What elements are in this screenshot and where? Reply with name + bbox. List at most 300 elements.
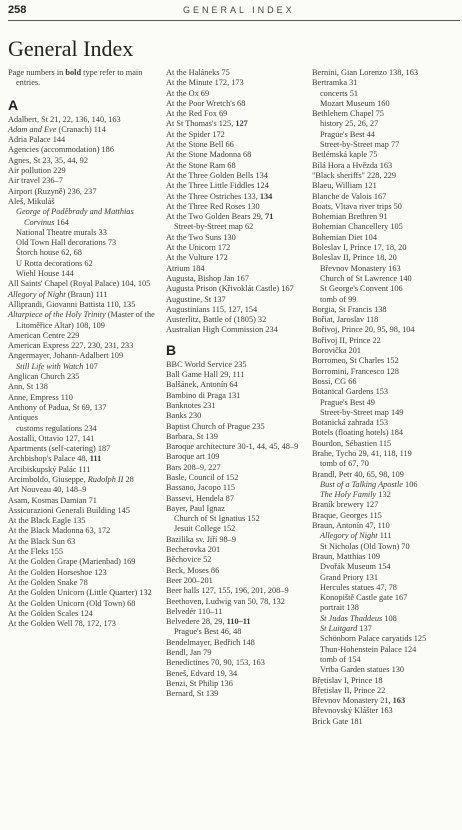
entry-text: Bertramka 31: [312, 78, 358, 88]
index-entry: [8, 125, 158, 135]
entry-text: Mozart Museum 160: [320, 98, 390, 108]
index-entry: [166, 305, 316, 315]
index-entry: [312, 305, 460, 315]
index-subentry: [312, 264, 460, 274]
index-entry: [166, 119, 316, 129]
index-entry: [166, 452, 316, 462]
entry-text: Asam, Kosmas Damian 71: [8, 495, 97, 505]
entry-text: Baptist Church of Prague 235: [166, 421, 265, 431]
index-subentry: [312, 531, 460, 541]
index-entry: [8, 506, 158, 516]
entry-text: history 25, 26, 27: [320, 119, 379, 129]
intro-note: [8, 68, 158, 89]
entry-text: Bossi, CG 66: [312, 376, 357, 386]
index-subentry: [312, 614, 460, 624]
entry-text: At the Two Golden Bears 29,: [166, 212, 266, 222]
entry-text: Bazilika sv. Jiří 98–9: [166, 534, 236, 544]
entry-text: 163: [392, 696, 406, 706]
entry-text: Konopiště Castle gate 167: [320, 593, 408, 603]
entry-text: At the Red Fox 69: [166, 109, 228, 119]
entry-text: Bořivoj II, Prince 22: [312, 335, 381, 345]
index-entry: [166, 315, 316, 325]
entry-text: bold: [65, 68, 82, 77]
index-subentry: [8, 362, 158, 372]
index-entry: [166, 391, 316, 401]
index-entry: [312, 439, 460, 449]
index-entry: [166, 243, 316, 253]
entry-text: Adria Palace 144: [8, 135, 66, 145]
entry-text: Anne, Empress 110: [8, 392, 73, 402]
index-entry: [8, 279, 158, 289]
entry-text: Australian High Commission 234: [166, 325, 278, 335]
index-subentry: [166, 627, 316, 637]
index-entry: [166, 473, 316, 483]
index-subentry: [312, 408, 460, 418]
index-subentry: [312, 583, 460, 593]
index-subentry: [8, 228, 158, 238]
entry-text: 137: [357, 624, 372, 634]
entry-text: St Judas Thaddeus: [320, 613, 383, 623]
running-title: GENERAL INDEX: [183, 5, 295, 15]
entry-text: (Braun) 111: [65, 289, 108, 299]
entry-text: Boats, Vltava river trips 50: [312, 201, 402, 211]
entry-text: Austerlitz, Battle of (1805) 32: [166, 315, 267, 325]
entry-text: Rudolph II: [87, 474, 124, 484]
entry-text: All Saints' Chapel (Royal Palace) 104, 105: [8, 279, 151, 289]
entry-text: Botanická zahrada 153: [312, 418, 389, 428]
entry-text: type refer to main entries.: [16, 68, 143, 88]
index-entry: [166, 78, 316, 88]
entry-text: Bernini, Gian Lorenzo 138, 163: [312, 68, 418, 77]
entry-text: At the Vulture 172: [166, 253, 228, 263]
entry-text: Antiques: [8, 413, 38, 423]
index-subentry: [312, 119, 460, 129]
entry-text: Břetislav I, Prince 18: [312, 675, 383, 685]
index-entry: [312, 315, 460, 325]
entry-text: American Express 227, 230, 231, 233: [8, 341, 134, 351]
entry-text: At the Stone Madonna 68: [166, 150, 252, 160]
entry-text: Vrtba Garden statues 130: [320, 665, 405, 675]
index-subentry: [166, 524, 316, 534]
index-entry: [312, 233, 460, 243]
index-subentry: [166, 222, 316, 232]
index-entry: [312, 161, 460, 171]
index-entry: [166, 89, 316, 99]
index-entry: [166, 483, 316, 493]
entry-text: Bayer, Paul Ignaz: [166, 503, 225, 513]
page-header: [8, 4, 458, 16]
entry-text: Benzi, St Philip 136: [166, 678, 233, 688]
entry-text: Banknotes 231: [166, 400, 216, 410]
entry-text: 110–11: [226, 617, 251, 627]
index-entry: [166, 576, 316, 586]
entry-text: At the Three Red Roses 130: [166, 201, 260, 211]
entry-text: Břetislav II, Prince 22: [312, 685, 386, 695]
index-entry: [8, 115, 158, 125]
entry-text: Schönborn Palace caryatids 125: [320, 634, 427, 644]
index-entry: [166, 68, 316, 78]
entry-text: The Holy Family: [320, 490, 377, 500]
entry-text: Benedictines 70, 90, 153, 163: [166, 658, 265, 668]
index-entry: [8, 310, 158, 331]
index-entry: [312, 552, 460, 562]
entry-text: Agnes, St 23, 35, 44, 92: [8, 155, 88, 165]
index-subentry: [312, 542, 460, 552]
entry-text: Archbishop's Palace 48,: [8, 454, 90, 464]
index-entry: [312, 78, 460, 88]
entry-text: BBC World Service 235: [166, 359, 247, 369]
index-subentry: [312, 140, 460, 150]
entry-text: At the Two Suns 130: [166, 232, 236, 242]
entry-text: U Rotta decorations 62: [16, 258, 93, 268]
index-entry: [8, 475, 158, 485]
entry-text: Baroque art 109: [166, 452, 220, 462]
index-entry: [166, 181, 316, 191]
index-entry: [8, 547, 158, 557]
index-subentry: [312, 573, 460, 583]
index-entry: [166, 325, 316, 335]
index-entry: [312, 449, 460, 459]
index-column-1: [8, 68, 158, 629]
index-entry: [312, 171, 460, 181]
entry-text: Still Life with Watch: [16, 361, 84, 371]
index-entry: [166, 99, 316, 109]
entry-text: Bořivoj, Prince 20, 95, 98, 104: [312, 325, 415, 335]
entry-text: 132: [376, 490, 391, 500]
entry-text: At the Poor Wretch's 68: [166, 98, 246, 108]
index-entry: [166, 463, 316, 473]
index-entry: [8, 413, 158, 423]
index-entry: [166, 597, 316, 607]
index-entry: [8, 372, 158, 382]
entry-text: Augustine, St 137: [166, 294, 226, 304]
index-entry: [8, 135, 158, 145]
index-entry: [8, 176, 158, 186]
entry-text: Braque, Georges 115: [312, 510, 382, 520]
entry-text: 127: [235, 119, 248, 129]
index-entry: [166, 494, 316, 504]
entry-text: Belvedere 28, 29,: [166, 617, 227, 627]
entry-text: Art Nouveau 40, 148–9: [8, 485, 87, 495]
entry-text: National Theatre murals 33: [16, 227, 107, 237]
index-entry: [166, 130, 316, 140]
entry-text: Beck, Moses 86: [166, 565, 220, 575]
entry-text: Bohemian Brethren 91: [312, 212, 388, 222]
index-entry: [166, 360, 316, 370]
entry-text: Street-by-Street map 77: [320, 140, 400, 150]
entry-text: At the Stone Ram 68: [166, 160, 236, 170]
header-rule: [8, 20, 460, 21]
entry-text: "Black sheriffs" 228, 229: [312, 170, 397, 180]
index-entry: [312, 696, 460, 706]
entry-text: Prague's Best 44: [320, 129, 375, 139]
index-entry: [312, 150, 460, 160]
entry-text: Betlémská kaple 75: [312, 150, 378, 160]
entry-text: Augusta Prison (Křivoklát Castle) 167: [166, 284, 294, 294]
index-entry: [166, 679, 316, 689]
entry-text: At the Unicorn 172: [166, 243, 231, 253]
index-entry: [166, 422, 316, 432]
entry-text: Bernard, St 139: [166, 689, 219, 699]
entry-text: Bethlehem Chapel 75: [312, 109, 384, 119]
index-entry: [8, 351, 158, 361]
index-entry: [312, 181, 460, 191]
entry-text: Ball Game Hall 29, 111: [166, 370, 245, 380]
entry-text: St Luitgard: [320, 624, 358, 634]
entry-text: Bendelmayer, Bedřich 148: [166, 637, 255, 647]
index-entry: [312, 68, 460, 78]
entry-text: tomb of 154: [320, 654, 361, 664]
entry-text: Airport (Ruzyně) 236, 237: [8, 186, 97, 196]
entry-text: Thun-Hohenstein Palace 124: [320, 644, 417, 654]
entry-text: Blaeu, William 121: [312, 181, 377, 191]
entry-text: Air travel 236–7: [8, 176, 63, 186]
index-entry: [312, 511, 460, 521]
index-subentry: [312, 274, 460, 284]
index-entry: [312, 470, 460, 480]
index-entry: [166, 370, 316, 380]
index-subentry: [8, 207, 158, 228]
entry-text: Altarpiece of the Holy Trinity: [8, 310, 106, 320]
index-entry: [8, 145, 158, 155]
entry-text: Atrium 184: [166, 263, 205, 273]
index-entry: [312, 521, 460, 531]
entry-text: Bendl, Jan 79: [166, 648, 212, 658]
entry-text: Prague's Best 46, 48: [174, 627, 242, 637]
index-entry: [8, 156, 158, 166]
index-entry: [8, 290, 158, 300]
index-entry: [8, 619, 158, 629]
index-entry: [312, 202, 460, 212]
entry-text: At the Minute 172, 173: [166, 78, 244, 88]
index-entry: [312, 222, 460, 232]
entry-text: Braník brewery 127: [312, 500, 379, 510]
index-subentry: [312, 655, 460, 665]
index-entry: [166, 617, 316, 627]
entry-text: Břevnov Monastery 21,: [312, 696, 393, 706]
index-entry: [8, 578, 158, 588]
index-subentry: [8, 248, 158, 258]
entry-text: Bourdon, Sébastien 115: [312, 438, 392, 448]
entry-text: portrait 138: [320, 603, 359, 613]
entry-text: Borgia, St Francis 138: [312, 304, 387, 314]
entry-text: Barbara, St 139: [166, 431, 218, 441]
entry-text: At the Golden Grape (Marienbad) 169: [8, 557, 136, 567]
entry-text: Agencies (accommodation) 186: [8, 145, 114, 155]
entry-text: Church of St Lawrence 140: [320, 273, 412, 283]
page-number: 258: [8, 4, 27, 16]
index-entry: [8, 526, 158, 536]
entry-text: Street-by-Street map 149: [320, 407, 404, 417]
entry-text: 111: [377, 531, 392, 541]
index-entry: [166, 161, 316, 171]
entry-text: Braun, Matthias 109: [312, 551, 380, 561]
entry-text: Street-by-Street map 62: [174, 222, 254, 232]
index-entry: [166, 212, 316, 222]
index-entry: [8, 444, 158, 454]
entry-text: Bust of a Talking Apostle: [320, 479, 403, 489]
index-entry: [8, 197, 158, 207]
entry-text: Bílá Hora a Hvězda 163: [312, 160, 393, 170]
index-entry: [166, 284, 316, 294]
entry-text: At the Black Sun 63: [8, 536, 76, 546]
entry-text: Botanical Gardens 153: [312, 387, 389, 397]
index-entry: [312, 500, 460, 510]
entry-text: Allegory of Night: [8, 289, 66, 299]
index-entry: [166, 192, 316, 202]
index-entry: [8, 588, 158, 598]
entry-text: Balšánek, Antonín 64: [166, 380, 238, 390]
index-entry: [166, 401, 316, 411]
index-subentry: [8, 259, 158, 269]
entry-text: American Centre 229: [8, 330, 80, 340]
entry-text: Břevnovský Klášter 163: [312, 706, 393, 716]
index-entry: [312, 325, 460, 335]
entry-text: Beer 200–201: [166, 575, 213, 585]
entry-text: Ann, St 138: [8, 382, 48, 392]
index-entry: [312, 367, 460, 377]
entry-text: At the Fleks 155: [8, 547, 64, 557]
index-entry: [166, 140, 316, 150]
entry-text: Old Town Hall decorations 73: [16, 238, 117, 248]
index-entry: [312, 336, 460, 346]
entry-text: Bambino di Praga 131: [166, 390, 241, 400]
index-entry: [166, 638, 316, 648]
section-letter: B: [166, 341, 177, 358]
entry-text: Banks 230: [166, 411, 202, 421]
index-subentry: [312, 624, 460, 634]
entry-text: Page numbers in: [8, 68, 66, 77]
entry-text: Baroque architecture 30-1, 44, 45, 48–9: [166, 442, 299, 452]
entry-text: Borromini, Francesco 128: [312, 366, 399, 376]
index-entry: [8, 557, 158, 567]
entry-text: At the Golden Horseshoe 123: [8, 567, 107, 577]
index-entry: [312, 428, 460, 438]
index-entry: [8, 331, 158, 341]
entry-text: St Nicholas (Old Town) 70: [320, 541, 410, 551]
entry-text: Dvořák Museum 154: [320, 562, 391, 572]
index-entry: [312, 109, 460, 119]
entry-text: Assicurazioni Generali Building 145: [8, 505, 130, 515]
entry-text: 106: [402, 479, 418, 489]
entry-text: Bars 208–9, 227: [166, 462, 221, 472]
index-subentry: [312, 562, 460, 572]
entry-text: (Master of the Litoměřice Altar) 108, 109: [16, 310, 155, 330]
entry-text: Brick Gate 181: [312, 716, 363, 726]
index-entry: [8, 609, 158, 619]
index-entry: [8, 496, 158, 506]
entry-text: At the Spider 172: [166, 129, 225, 139]
entry-text: Beer halls 127, 155, 196, 201, 208–9: [166, 586, 289, 596]
entry-text: 28: [123, 474, 134, 484]
index-entry: [8, 454, 158, 464]
entry-text: At the Golden Unicorn (Old Town) 68: [8, 598, 136, 608]
index-subentry: [312, 284, 460, 294]
entry-text: Basle, Council of 152: [166, 472, 239, 482]
entry-text: Bohemian Diet 104: [312, 232, 377, 242]
index-entry: [312, 192, 460, 202]
entry-text: Wiehl House 144: [16, 269, 74, 279]
index-subentry: [8, 238, 158, 248]
entry-text: At the Three Ostriches 133,: [166, 191, 260, 201]
index-entry: [166, 432, 316, 442]
entry-text: Prague's Best 49: [320, 397, 375, 407]
entry-text: Brahe, Tycho 29, 41, 118, 119: [312, 448, 412, 458]
entry-text: At the Golden Well 78, 172, 173: [8, 619, 116, 629]
entry-text: Anthony of Padua, St 69, 137: [8, 402, 107, 412]
index-entry: [166, 380, 316, 390]
index-entry: [166, 233, 316, 243]
entry-text: At the Haláneks 75: [166, 68, 230, 77]
entry-text: 71: [265, 212, 274, 222]
entry-text: Brandl, Petr 40, 65, 98, 109: [312, 469, 404, 479]
entry-text: 111: [89, 454, 102, 464]
entry-text: Botels (floating hotels) 184: [312, 428, 404, 438]
entry-text: Air pollution 229: [8, 166, 66, 176]
index-subentry: [312, 89, 460, 99]
index-entry: [8, 393, 158, 403]
index-entry: [312, 212, 460, 222]
entry-text: Angermayer, Johann-Adalbert 109: [8, 351, 124, 361]
index-entry: [166, 535, 316, 545]
index-subentry: [312, 665, 460, 675]
index-entry: [166, 586, 316, 596]
index-entry: [312, 377, 460, 387]
entry-text: At the Stone Bell 66: [166, 140, 234, 150]
index-subentry: [312, 480, 460, 490]
index-subentry: [312, 634, 460, 644]
index-entry: [166, 171, 316, 181]
index-entry: [312, 686, 460, 696]
entry-text: Hercules statues 47, 78: [320, 582, 397, 592]
index-entry: [166, 295, 316, 305]
index-entry: [166, 648, 316, 658]
index-entry: [166, 274, 316, 284]
entry-text: Štorch house 62, 68: [16, 248, 82, 258]
index-subentry: [312, 130, 460, 140]
index-subentry: [312, 398, 460, 408]
index-entry: [312, 418, 460, 428]
entry-text: At the Golden Scales 124: [8, 608, 93, 618]
entry-text: At the Three Golden Bells 134: [166, 170, 268, 180]
entry-text: At the Black Madonna 63, 172: [8, 526, 111, 536]
index-entry: [166, 555, 316, 565]
entry-text: At St Thomas's 125,: [166, 119, 236, 129]
entry-text: Aostalli, Ottavio 127, 141: [8, 433, 95, 443]
entry-text: Boleslav I, Prince 17, 18, 20: [312, 243, 407, 253]
entry-text: 107: [83, 361, 98, 371]
index-entry: [312, 243, 460, 253]
entry-text: Beethoven, Ludwig van 50, 78, 132: [166, 596, 285, 606]
index-entry: [312, 706, 460, 716]
entry-text: 108: [382, 613, 397, 623]
index-entry: [8, 568, 158, 578]
entry-text: Beneš, Edvard 19, 34: [166, 668, 238, 678]
entry-text: Blanche de Valois 167: [312, 191, 387, 201]
entry-text: Běchovice 52: [166, 555, 212, 565]
entry-text: At the Golden Unicorn (Little Quarter) 132: [8, 588, 152, 598]
index-entry: [312, 346, 460, 356]
entry-text: At the Ox 69: [166, 88, 210, 98]
entry-text: Bohemian Chancellery 105: [312, 222, 403, 232]
entry-text: Adalbert, St 21, 22, 136, 140, 163: [8, 114, 121, 124]
index-entry: [312, 717, 460, 727]
entry-text: Braun, Antonín 47, 110: [312, 521, 390, 531]
index-entry: [166, 658, 316, 668]
entry-text: Apartments (self-catering) 187: [8, 444, 111, 454]
entry-text: Church of St Ignatius 152: [174, 514, 260, 524]
entry-text: Grand Priory 131: [320, 572, 379, 582]
